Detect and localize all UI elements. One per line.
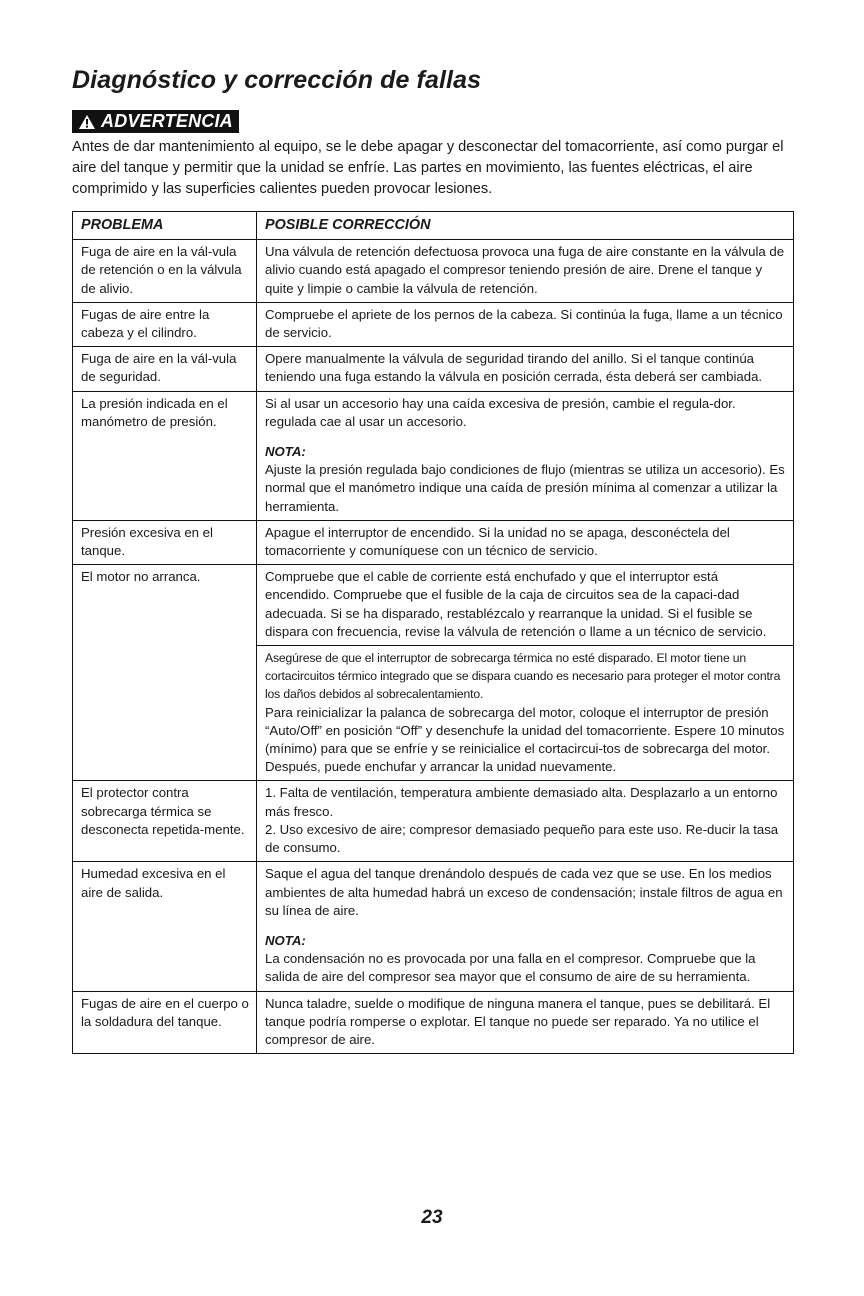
note-text: Ajuste la presión regulada bajo condiciones de flujo (mientras se utiliza un accesorio). Es normal que el manómetro indique una caída de presión mínima al comenzar a utilizar la herramienta. [265, 462, 785, 514]
warning-triangle-icon [78, 114, 96, 130]
table-row [73, 565, 794, 646]
correction-cell [257, 781, 794, 862]
problem-cell: El protector contra sobrecarga térmica se desconecta repetida-mente. [73, 781, 257, 862]
page-title: Diagnóstico y corrección de fallas [72, 66, 482, 94]
table-row [73, 781, 794, 862]
table-row [73, 520, 794, 564]
problem-cell: Fugas de aire en el cuerpo o la soldadura del tanque. [73, 991, 257, 1054]
problem-cell: La presión indicada en el manómetro de presión. [73, 391, 257, 520]
table-header-row [73, 212, 794, 240]
table-row [73, 391, 794, 520]
problem-cell: Fugas de aire entre la cabeza y el cilindro. [73, 302, 257, 346]
note-label: NOTA: [265, 932, 306, 948]
table-row [73, 240, 794, 303]
correction-text: Si al usar un accesorio hay una caída excesiva de presión, cambie el regula-dor. regulada cae al usar un accesorio. [265, 395, 736, 429]
correction-text-condensed: Asegúrese de que el interruptor de sobrecarga térmica no esté disparado. El motor tiene un cortacircuitos térmico integrado que se dispara cuando es necesario para proteger el motor contra los daños debidos al sobrecalentamiento. [265, 651, 781, 702]
correction-cell: Una válvula de retención defectuosa provoca una fuga de aire constante en la válvula de alivio cuando está apagado el compresor teniendo presión de aire. Drene el tanque y quite y limpie o cambie la válvula de retención. [257, 240, 794, 303]
problem-cell: El motor no arranca. [73, 565, 257, 781]
correction-cell [257, 862, 794, 991]
correction-item-2: 2. Uso excesivo de aire; compresor demasiado pequeño para este uso. Re-ducir la tasa de consumo. [265, 821, 779, 856]
header-problem: PROBLEMA [73, 212, 257, 240]
warning-text: Antes de dar mantenimiento al equipo, se le debe apagar y desconectar del tomacorriente, así como purgar el aire del tanque y permitir que la unidad se enfríe. Las partes en movimiento, las fuentes eléctricas, el aire comprimido y las superficies calientes pueden provocar lesiones. [72, 139, 784, 197]
note-text: La condensación no es provocada por una falla en el compresor. Compruebe que la salida de aire del compresor sea mayor que el consumo de aire de su herramienta. [265, 951, 756, 985]
troubleshooting-table [72, 211, 794, 1054]
problem-cell: Humedad excesiva en el aire de salida. [73, 862, 257, 991]
correction-cell [257, 391, 794, 520]
correction-cell: Compruebe el apriete de los pernos de la cabeza. Si continúa la fuga, llame a un técnico de servicio. [257, 302, 794, 346]
problem-cell: Fuga de aire en la vál-vula de seguridad. [73, 347, 257, 391]
correction-cell [257, 646, 794, 781]
correction-cell: Compruebe que el cable de corriente está enchufado y que el interruptor está encendido. Compruebe que el fusible de la caja de circuitos sea de la capaci-dad adecuada. Si se ha disparado, restablézcalo y rearranque la unidad. Si el fusible se dispara con frecuencia, revise la válvula de retención o llame a un técnico de servicio. [257, 565, 794, 646]
page-number: 23 [421, 1207, 443, 1228]
table-row [73, 302, 794, 346]
problem-cell: Fuga de aire en la vál-vula de retención o en la válvula de alivio. [73, 240, 257, 303]
problem-cell: Presión excesiva en el tanque. [73, 520, 257, 564]
table-row [73, 991, 794, 1054]
correction-text: Para reinicializar la palanca de sobrecarga del motor, coloque el interruptor de presión “Auto/Off” en posición “Off” y desenchufe la unidad del tomacorriente. Espere 10 minutos (mínimo) para que se enfríe y se reinicialice el cortacircui-tos de sobrecarga del motor. Después, puede enchufar y arrancar la unidad nuevamente. [265, 704, 785, 775]
correction-item-1: 1. Falta de ventilación, temperatura ambiente demasiado alta. Desplazarlo a un entorno más fresco. [265, 785, 778, 819]
note-label: NOTA: [265, 444, 306, 460]
header-correction: POSIBLE CORRECCIÓN [257, 212, 794, 240]
warning-label: ADVERTENCIA [101, 111, 233, 131]
correction-cell: Apague el interruptor de encendido. Si la unidad no se apaga, desconéctela del tomacorriente y comuníquese con un técnico de servicio. [257, 520, 794, 564]
table-row [73, 862, 794, 991]
correction-cell: Nunca taladre, suelde o modifique de ninguna manera el tanque, pues se debilitará. El tanque podría romperse o explotar. El tanque no puede ser reparado. Ya no utilice el compresor de aire. [257, 991, 794, 1054]
table-row [73, 347, 794, 391]
warning-badge [72, 110, 239, 133]
correction-cell: Opere manualmente la válvula de seguridad tirando del anillo. Si el tanque continúa teniendo una fuga estando la válvula en posición cerrada, ésta deberá ser cambiada. [257, 347, 794, 391]
correction-text: Saque el agua del tanque drenándolo después de cada vez que se use. En los medios ambientes de alta humedad habrá un exceso de condensación; instale filtros de agua en su línea de aire. [265, 866, 783, 918]
